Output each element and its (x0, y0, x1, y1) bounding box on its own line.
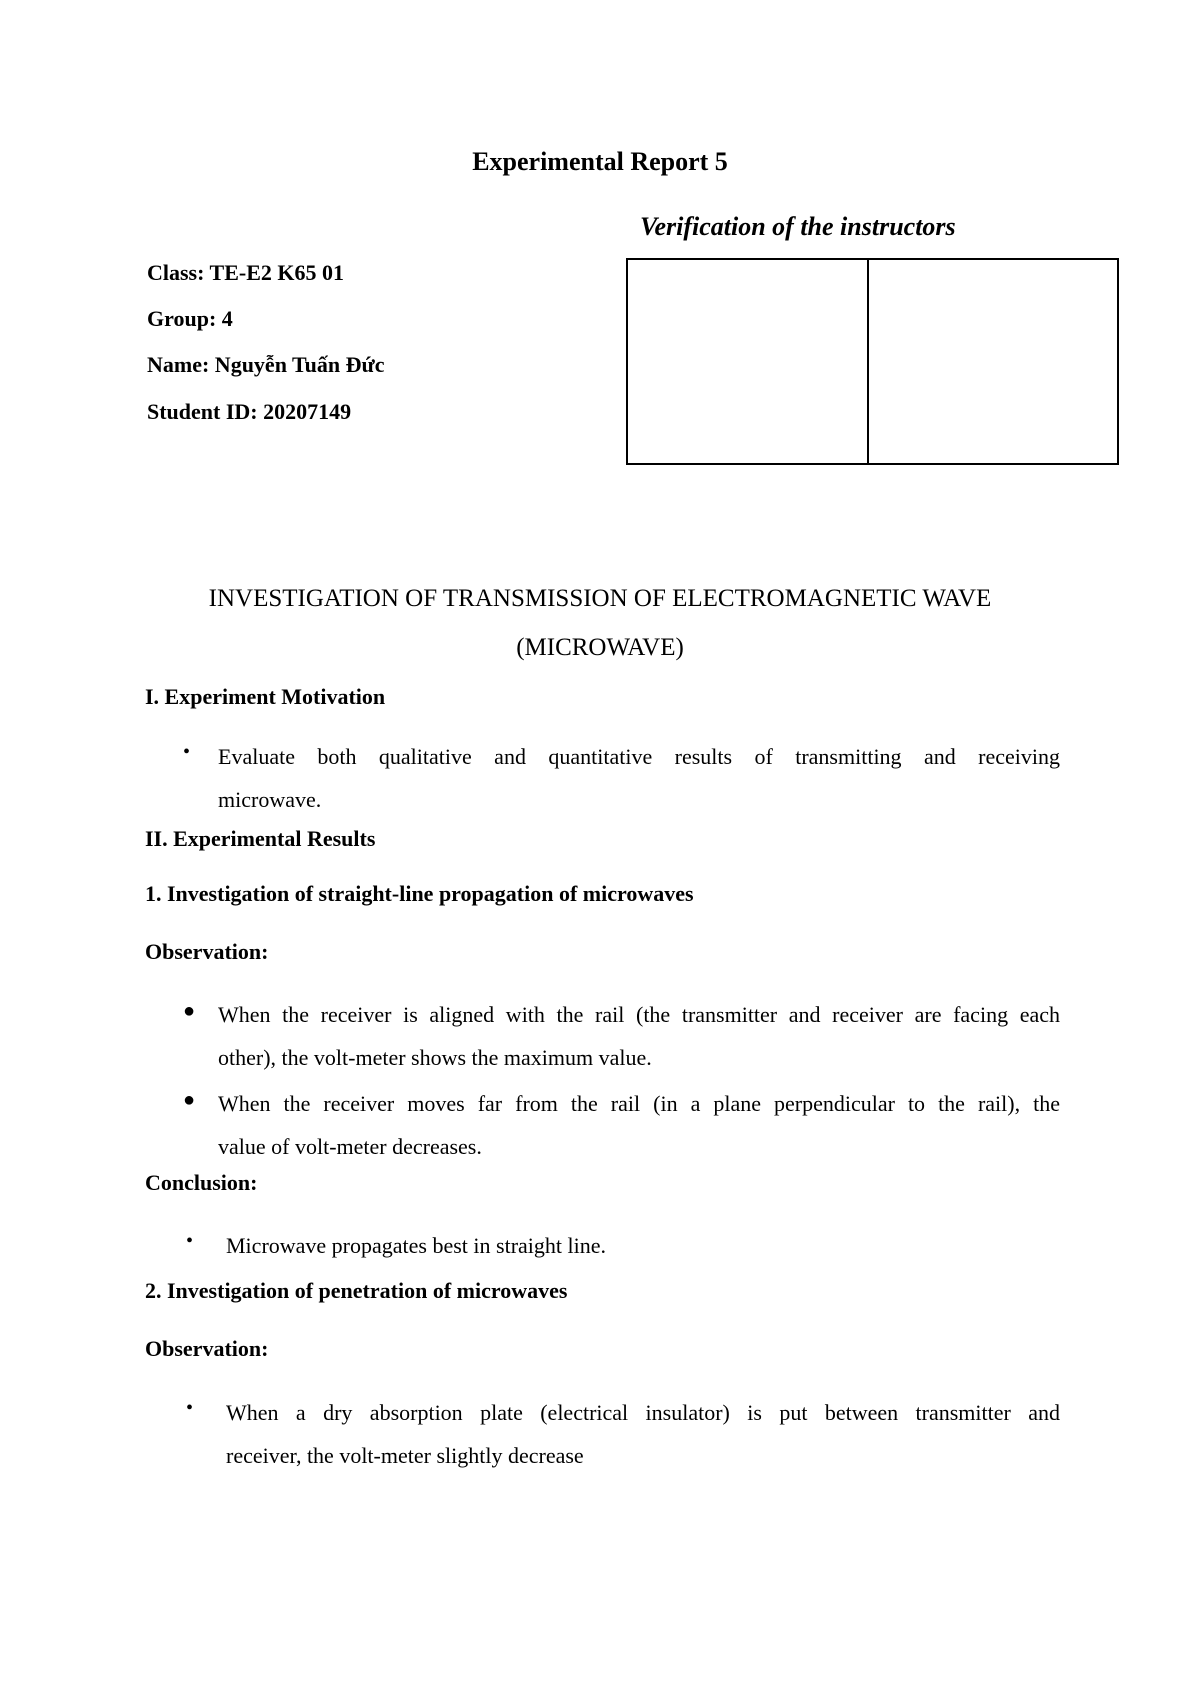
bullet-icon: • (186, 1230, 194, 1252)
name-field: Name: Nguyễn Tuấn Đức (147, 352, 385, 377)
motivation-bullet-text (218, 735, 1060, 821)
observation-label: Observation: (145, 939, 269, 964)
obs2-line-2: value of volt-meter decreases. (218, 1134, 482, 1159)
student-id-field: Student ID: 20207149 (147, 399, 352, 424)
penetration-observation-1 (226, 1391, 1060, 1477)
report-title: Experimental Report 5 (472, 147, 728, 176)
observation-label: Observation: (145, 1336, 269, 1361)
obs1-line-1: When the receiver is aligned with the rail (the transmitter and receiver are facing each (218, 1002, 1060, 1027)
bullet-icon: ● (183, 1000, 196, 1022)
section-heading-motivation: I. Experiment Motivation (145, 684, 386, 709)
penetration-line-1: When a dry absorption plate (electrical insulator) is put between transmitter and (226, 1400, 1060, 1425)
straight-line-observation-1 (218, 993, 1060, 1079)
verification-label: Verification of the instructors (640, 212, 956, 241)
conclusion-text (226, 1224, 1060, 1267)
instructor-signature-box (626, 258, 1119, 465)
conclusion-line: Microwave propagates best in straight line. (226, 1233, 607, 1258)
main-title-line-2: (MICROWAVE) (516, 634, 684, 661)
conclusion-label: Conclusion: (145, 1170, 258, 1195)
straight-line-observation-2 (218, 1082, 1060, 1168)
subsection-heading-straight-line: 1. Investigation of straight-line propagation of microwaves (145, 881, 694, 906)
subsection-heading-penetration: 2. Investigation of penetration of microwaves (145, 1278, 568, 1303)
group-field: Group: 4 (147, 306, 233, 331)
bullet-icon: • (186, 1397, 194, 1419)
signature-cell-left (628, 260, 869, 463)
motivation-line-2: microwave. (218, 787, 322, 812)
bullet-icon: • (183, 741, 191, 763)
section-heading-results: II. Experimental Results (145, 826, 376, 851)
main-title-line-1: INVESTIGATION OF TRANSMISSION OF ELECTROMAGNETIC WAVE (208, 585, 992, 612)
class-field: Class: TE-E2 K65 01 (147, 260, 345, 285)
obs2-line-1: When the receiver moves far from the rail (in a plane perpendicular to the rail), the (218, 1091, 1060, 1116)
obs1-line-2: other), the volt-meter shows the maximum value. (218, 1045, 652, 1070)
motivation-line-1: Evaluate both qualitative and quantitative results of transmitting and receiving (218, 744, 1060, 769)
bullet-icon: ● (183, 1089, 196, 1111)
signature-cell-right (869, 260, 1117, 463)
penetration-line-2: receiver, the volt-meter slightly decrease (226, 1443, 584, 1468)
